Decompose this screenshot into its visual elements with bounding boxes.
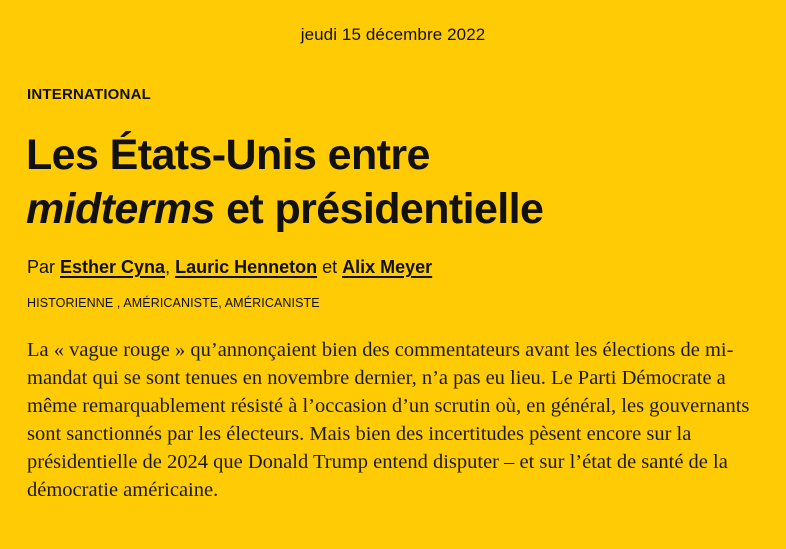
author-link-lauric-henneton[interactable]: Lauric Henneton (175, 257, 318, 277)
title-line-2-rest: et présidentielle (214, 185, 544, 233)
byline (27, 257, 432, 278)
title-line-1: Les États-Unis entre (26, 131, 430, 179)
byline-separator: et (317, 257, 343, 277)
article-lede: La « vague rouge » qu’annonçaient bien des commentateurs avant les élections de mi-mandat qui se sont tenues en novembre dernier, n’a pas eu lieu. Le Parti Démocrate a même remarquablement résisté à l’occasion d’un scrutin où, en général, les gouvernants sont sanctionnés par les électeurs. Mais bien des incertitudes pèsent encore sur la présidentielle de 2024 que Donald Trump entend disputer – et sur l’état de santé de la démocratie américaine. (27, 339, 750, 501)
author-link-alix-meyer[interactable]: Alix Meyer (342, 257, 433, 277)
publication-date: jeudi 15 décembre 2022 (300, 25, 486, 44)
byline-separator: , (165, 257, 176, 277)
title-line-2 (26, 182, 766, 236)
author-roles: HISTORIENNE , AMÉRICANISTE, AMÉRICANISTE (27, 296, 320, 310)
byline-prefix: Par (27, 257, 61, 277)
section-rubric[interactable]: INTERNATIONAL (27, 86, 151, 103)
article-title (26, 128, 766, 236)
author-link-esther-cyna[interactable]: Esther Cyna (60, 257, 166, 277)
title-italic-word: midterms (26, 185, 215, 233)
